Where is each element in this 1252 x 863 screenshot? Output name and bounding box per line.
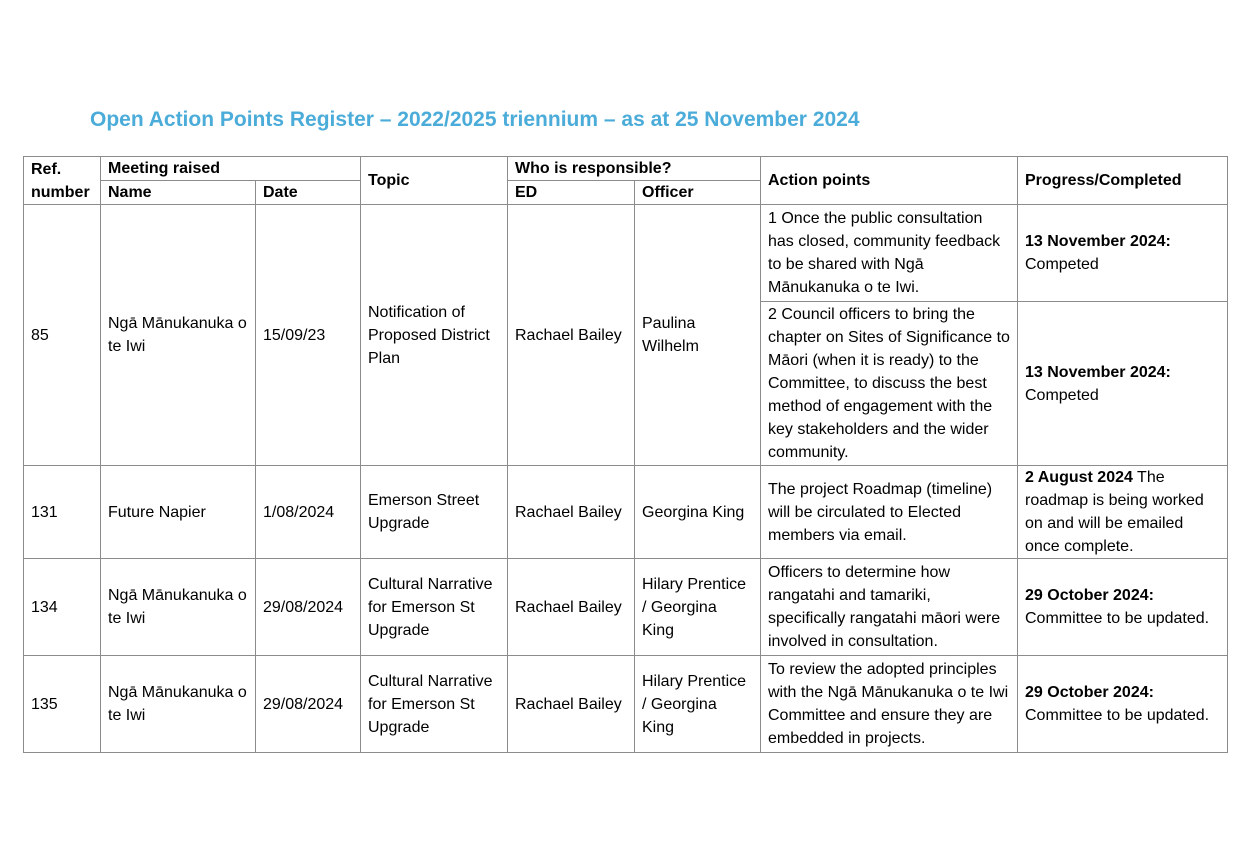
header-ed: ED xyxy=(508,181,635,205)
topic-cell: Emerson Street Upgrade xyxy=(361,466,508,559)
table-row xyxy=(24,466,1228,559)
header-officer: Officer xyxy=(635,181,761,205)
progress-text: Competed xyxy=(1025,386,1099,404)
header-progress: Progress/Completed xyxy=(1018,157,1228,205)
date-cell: 15/09/23 xyxy=(256,205,361,466)
ref-cell: 134 xyxy=(24,559,101,656)
progress-cell xyxy=(1018,559,1228,656)
date-cell: 29/08/2024 xyxy=(256,559,361,656)
header-name: Name xyxy=(101,181,256,205)
progress-date: 13 November 2024: xyxy=(1025,233,1171,250)
name-cell: Future Napier xyxy=(101,466,256,559)
name-cell: Ngā Mānukanuka o te Iwi xyxy=(101,656,256,753)
action-cell: To review the adopted principles with the Ngā Mānukanuka o te Iwi Committee and ensure they are embedded in projects. xyxy=(761,656,1018,753)
header-topic: Topic xyxy=(361,157,508,205)
header-who-responsible: Who is responsible? xyxy=(508,157,761,181)
action-points-table xyxy=(23,156,1228,753)
progress-cell xyxy=(1018,205,1228,302)
progress-date: 29 October 2024: xyxy=(1025,587,1154,604)
ed-cell: Rachael Bailey xyxy=(508,205,635,466)
progress-date: 29 October 2024: xyxy=(1025,684,1154,701)
header-action-points: Action points xyxy=(761,157,1018,205)
name-cell: Ngā Mānukanuka o te Iwi xyxy=(101,205,256,466)
action-cell: Officers to determine how rangatahi and tamariki, specifically rangatahi māori were involved in consultation. xyxy=(761,559,1018,656)
action-cell: 2 Council officers to bring the chapter on Sites of Significance to Māori (when it is ready) to the Committee, to discuss the best method of engagement with the key stakeholders and the wider community. xyxy=(761,302,1018,466)
topic-cell: Notification of Proposed District Plan xyxy=(361,205,508,466)
header-meeting-raised: Meeting raised xyxy=(101,157,361,181)
ref-cell: 85 xyxy=(24,205,101,466)
progress-date: 13 November 2024: xyxy=(1025,363,1171,381)
action-cell: 1 Once the public consultation has closed, community feedback to be shared with Ngā Mānukanuka o te Iwi. xyxy=(761,205,1018,302)
ref-cell: 135 xyxy=(24,656,101,753)
ed-cell: Rachael Bailey xyxy=(508,656,635,753)
progress-text: Competed xyxy=(1025,256,1099,273)
officer-cell: Paulina Wilhelm xyxy=(635,205,761,466)
ref-cell: 131 xyxy=(24,466,101,559)
header-date: Date xyxy=(256,181,361,205)
officer-cell: Hilary Prentice / Georgina King xyxy=(635,559,761,656)
name-cell: Ngā Mānukanuka o te Iwi xyxy=(101,559,256,656)
progress-text: The roadmap is being worked on and will be emailed once complete. xyxy=(1025,469,1204,555)
progress-text: Committee to be updated. xyxy=(1025,610,1210,627)
header-ref-number: Ref. number xyxy=(24,157,101,205)
topic-cell: Cultural Narrative for Emerson St Upgrade xyxy=(361,559,508,656)
progress-cell xyxy=(1018,302,1228,466)
action-cell: The project Roadmap (timeline) will be circulated to Elected members via email. xyxy=(761,466,1018,559)
officer-cell: Georgina King xyxy=(635,466,761,559)
ed-cell: Rachael Bailey xyxy=(508,466,635,559)
officer-cell: Hilary Prentice / Georgina King xyxy=(635,656,761,753)
progress-text: Committee to be updated. xyxy=(1025,707,1210,724)
date-cell: 29/08/2024 xyxy=(256,656,361,753)
progress-cell xyxy=(1018,656,1228,753)
page-title: Open Action Points Register – 2022/2025 triennium – as at 25 November 2024 xyxy=(90,108,860,131)
date-cell: 1/08/2024 xyxy=(256,466,361,559)
table-row xyxy=(24,656,1228,753)
topic-cell: Cultural Narrative for Emerson St Upgrade xyxy=(361,656,508,753)
progress-date: 2 August 2024 xyxy=(1025,469,1133,486)
table-row xyxy=(24,205,1228,302)
table-row xyxy=(24,559,1228,656)
ed-cell: Rachael Bailey xyxy=(508,559,635,656)
progress-cell xyxy=(1018,466,1228,559)
